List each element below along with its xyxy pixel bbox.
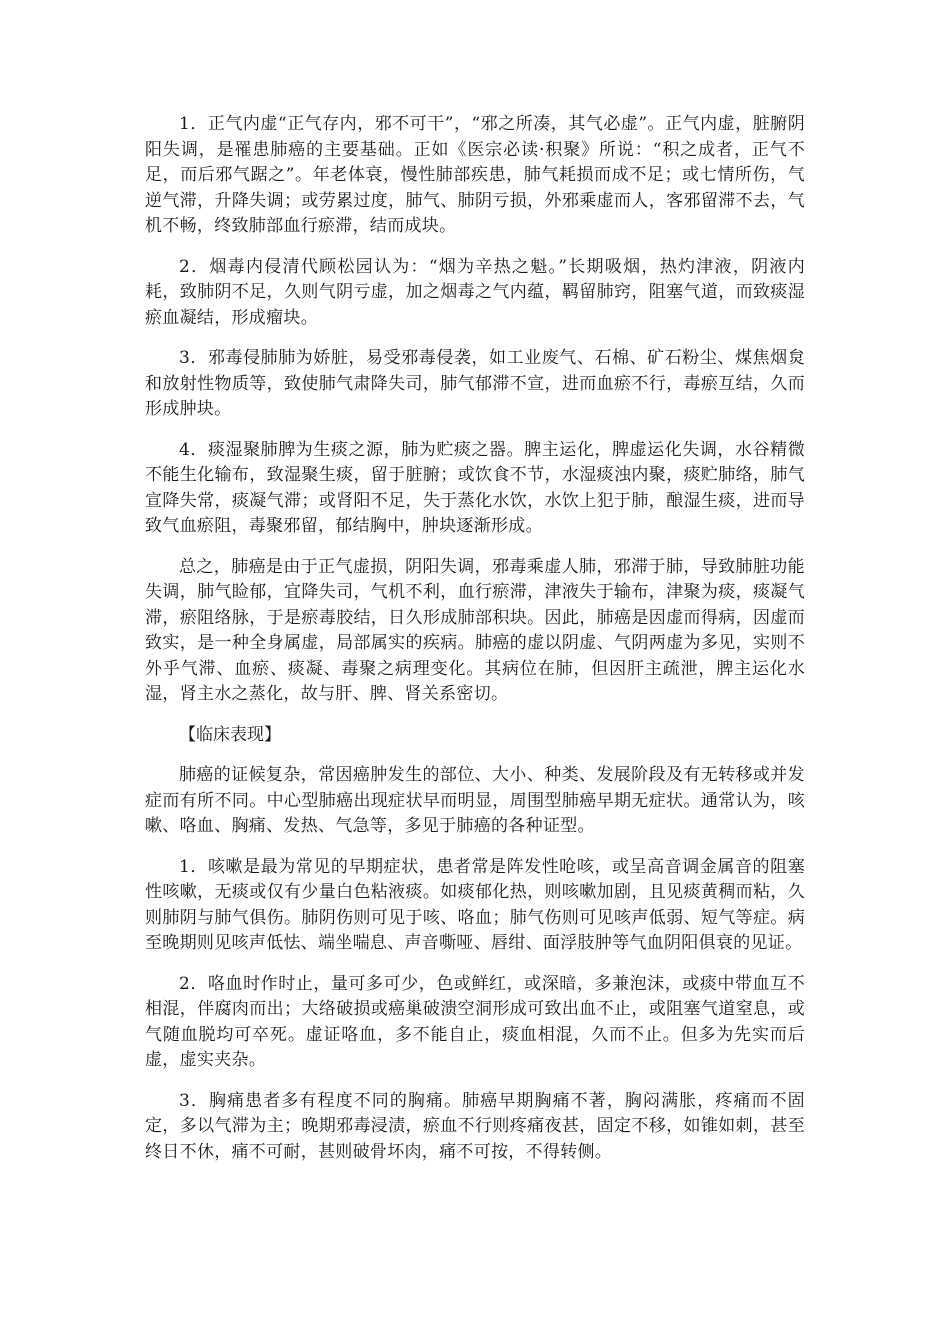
paragraph-tanshi-jufei: 4．痰湿聚肺脾为生痰之源，肺为贮痰之器。脾主运化，脾虚运化失调，水谷精微不能生化输布，致湿聚生痰，留于脏腑；或饮食不节，水湿痰浊内聚，痰贮肺络，肺气宣降失常，痰凝气滞；或肾阳不足，失于蒸化水饮，水饮上犯于肺，酿湿生痰，进而导致气血瘀阻，毒聚邪留，郁结胸中，肿块逐渐形成。 bbox=[145, 439, 805, 536]
section-heading-clinical: 【临床表现】 bbox=[179, 724, 281, 745]
paragraph-zhengqi-neixu: 1．正气内虚“正气存内，邪不可干”，“邪之所凑，其气必虚”。正气内虚，脏腑阴阳失调，是罹患肺癌的主要基础。正如《医宗必读·积聚》所说：“积之成者，正气不足，而后邪气踞之”。年老体衰，慢性肺部疾患，肺气耗损而成不足；或七情所伤，气逆气滞，升降失调；或劳累过度，肺气、肺阴亏损，外邪乘虚而人，客邪留滞不去，气机不畅，终致肺部血行瘀滞，结而成块。 bbox=[145, 114, 805, 236]
paragraph-kesou: 1．咳嗽是最为常见的早期症状，患者常是阵发性呛咳，或呈高音调金属音的阻塞性咳嗽，无痰或仅有少量白色粘液痰。如痰郁化热，则咳嗽加剧，且见痰黄稠而粘，久则肺阴与肺气俱伤。肺阴伤则可见于咳、咯血；肺气伤则可见咳声低弱、短气等症。病至晚期则见咳声低怯、端坐喘息、声音嘶哑、唇绀、面浮肢肿等气血阴阳俱衰的见证。 bbox=[145, 856, 805, 953]
paragraph-xiongtong: 3．胸痛患者多有程度不同的胸痛。肺癌早期胸痛不著，胸闷满胀，疼痛而不固定，多以气滞为主；晚期邪毒浸渍，瘀血不行则疼痛夜甚，固定不移，如锥如刺，甚至终日不休，痛不可耐，甚则破骨坏肉，痛不可按，不得转侧。 bbox=[145, 1090, 805, 1162]
document-page bbox=[145, 112, 805, 1180]
paragraph-yandu-neiqin: 2．烟毒内侵清代顾松园认为：“烟为辛热之魁。”长期吸烟，热灼津液，阴液内耗，致肺阴不足，久则气阴亏虚，加之烟毒之气内蕴，羁留肺窍，阻塞气道，而致痰湿瘀血凝结，形成瘤块。 bbox=[145, 256, 805, 328]
paragraph-summary: 总之，肺癌是由于正气虚损，阴阳失调，邪毒乘虚人肺，邪滞于肺，导致肺脏功能失调，肺气睑郁，宜降失司，气机不利，血行瘀滞，津液失于输布，津聚为痰，痰凝气滞，瘀阻络脉，于是瘀毒胶结，日久形成肺部积块。因此，肺癌是因虚而得病，因虚而致实，是一种全身属虚，局部属实的疾病。肺癌的虚以阴虚、气阴两虚为多见，实则不外乎气滞、血瘀、痰凝、毒聚之病理变化。其病位在肺，但因肝主疏泄，脾主运化水湿，肾主水之蒸化，故与肝、脾、肾关系密切。 bbox=[145, 556, 805, 704]
paragraph-clinical-intro: 肺癌的证候复杂，常因癌肿发生的部位、大小、种类、发展阶段及有无转移或并发症而有所不同。中心型肺癌出现症状早而明显，周围型肺癌早期无症状。通常认为，咳嗽、咯血、胸痛、发热、气急等，多见于肺癌的各种证型。 bbox=[145, 765, 805, 836]
paragraph-kaxue: 2．咯血时作时止，量可多可少，色或鲜红，或深暗，多兼泡沫，或痰中带血互不相混，伴腐肉而出；大络破损或癌巢破溃空洞形成可致出血不止，或阻塞气道窒息，或气随血脱均可卒死。虚证咯血，多不能自止，痰血相混，久而不止。但多为先实而后虚，虚实夹杂。 bbox=[145, 973, 805, 1070]
paragraph-xiedu-qinfei: 3．邪毒侵肺肺为娇脏，易受邪毒侵袭，如工业废气、石棉、矿石粉尘、煤焦烟炱和放射性物质等，致使肺气肃降失司，肺气郁滞不宣，进而血瘀不行，毒瘀互结，久而形成肿块。 bbox=[145, 348, 805, 419]
